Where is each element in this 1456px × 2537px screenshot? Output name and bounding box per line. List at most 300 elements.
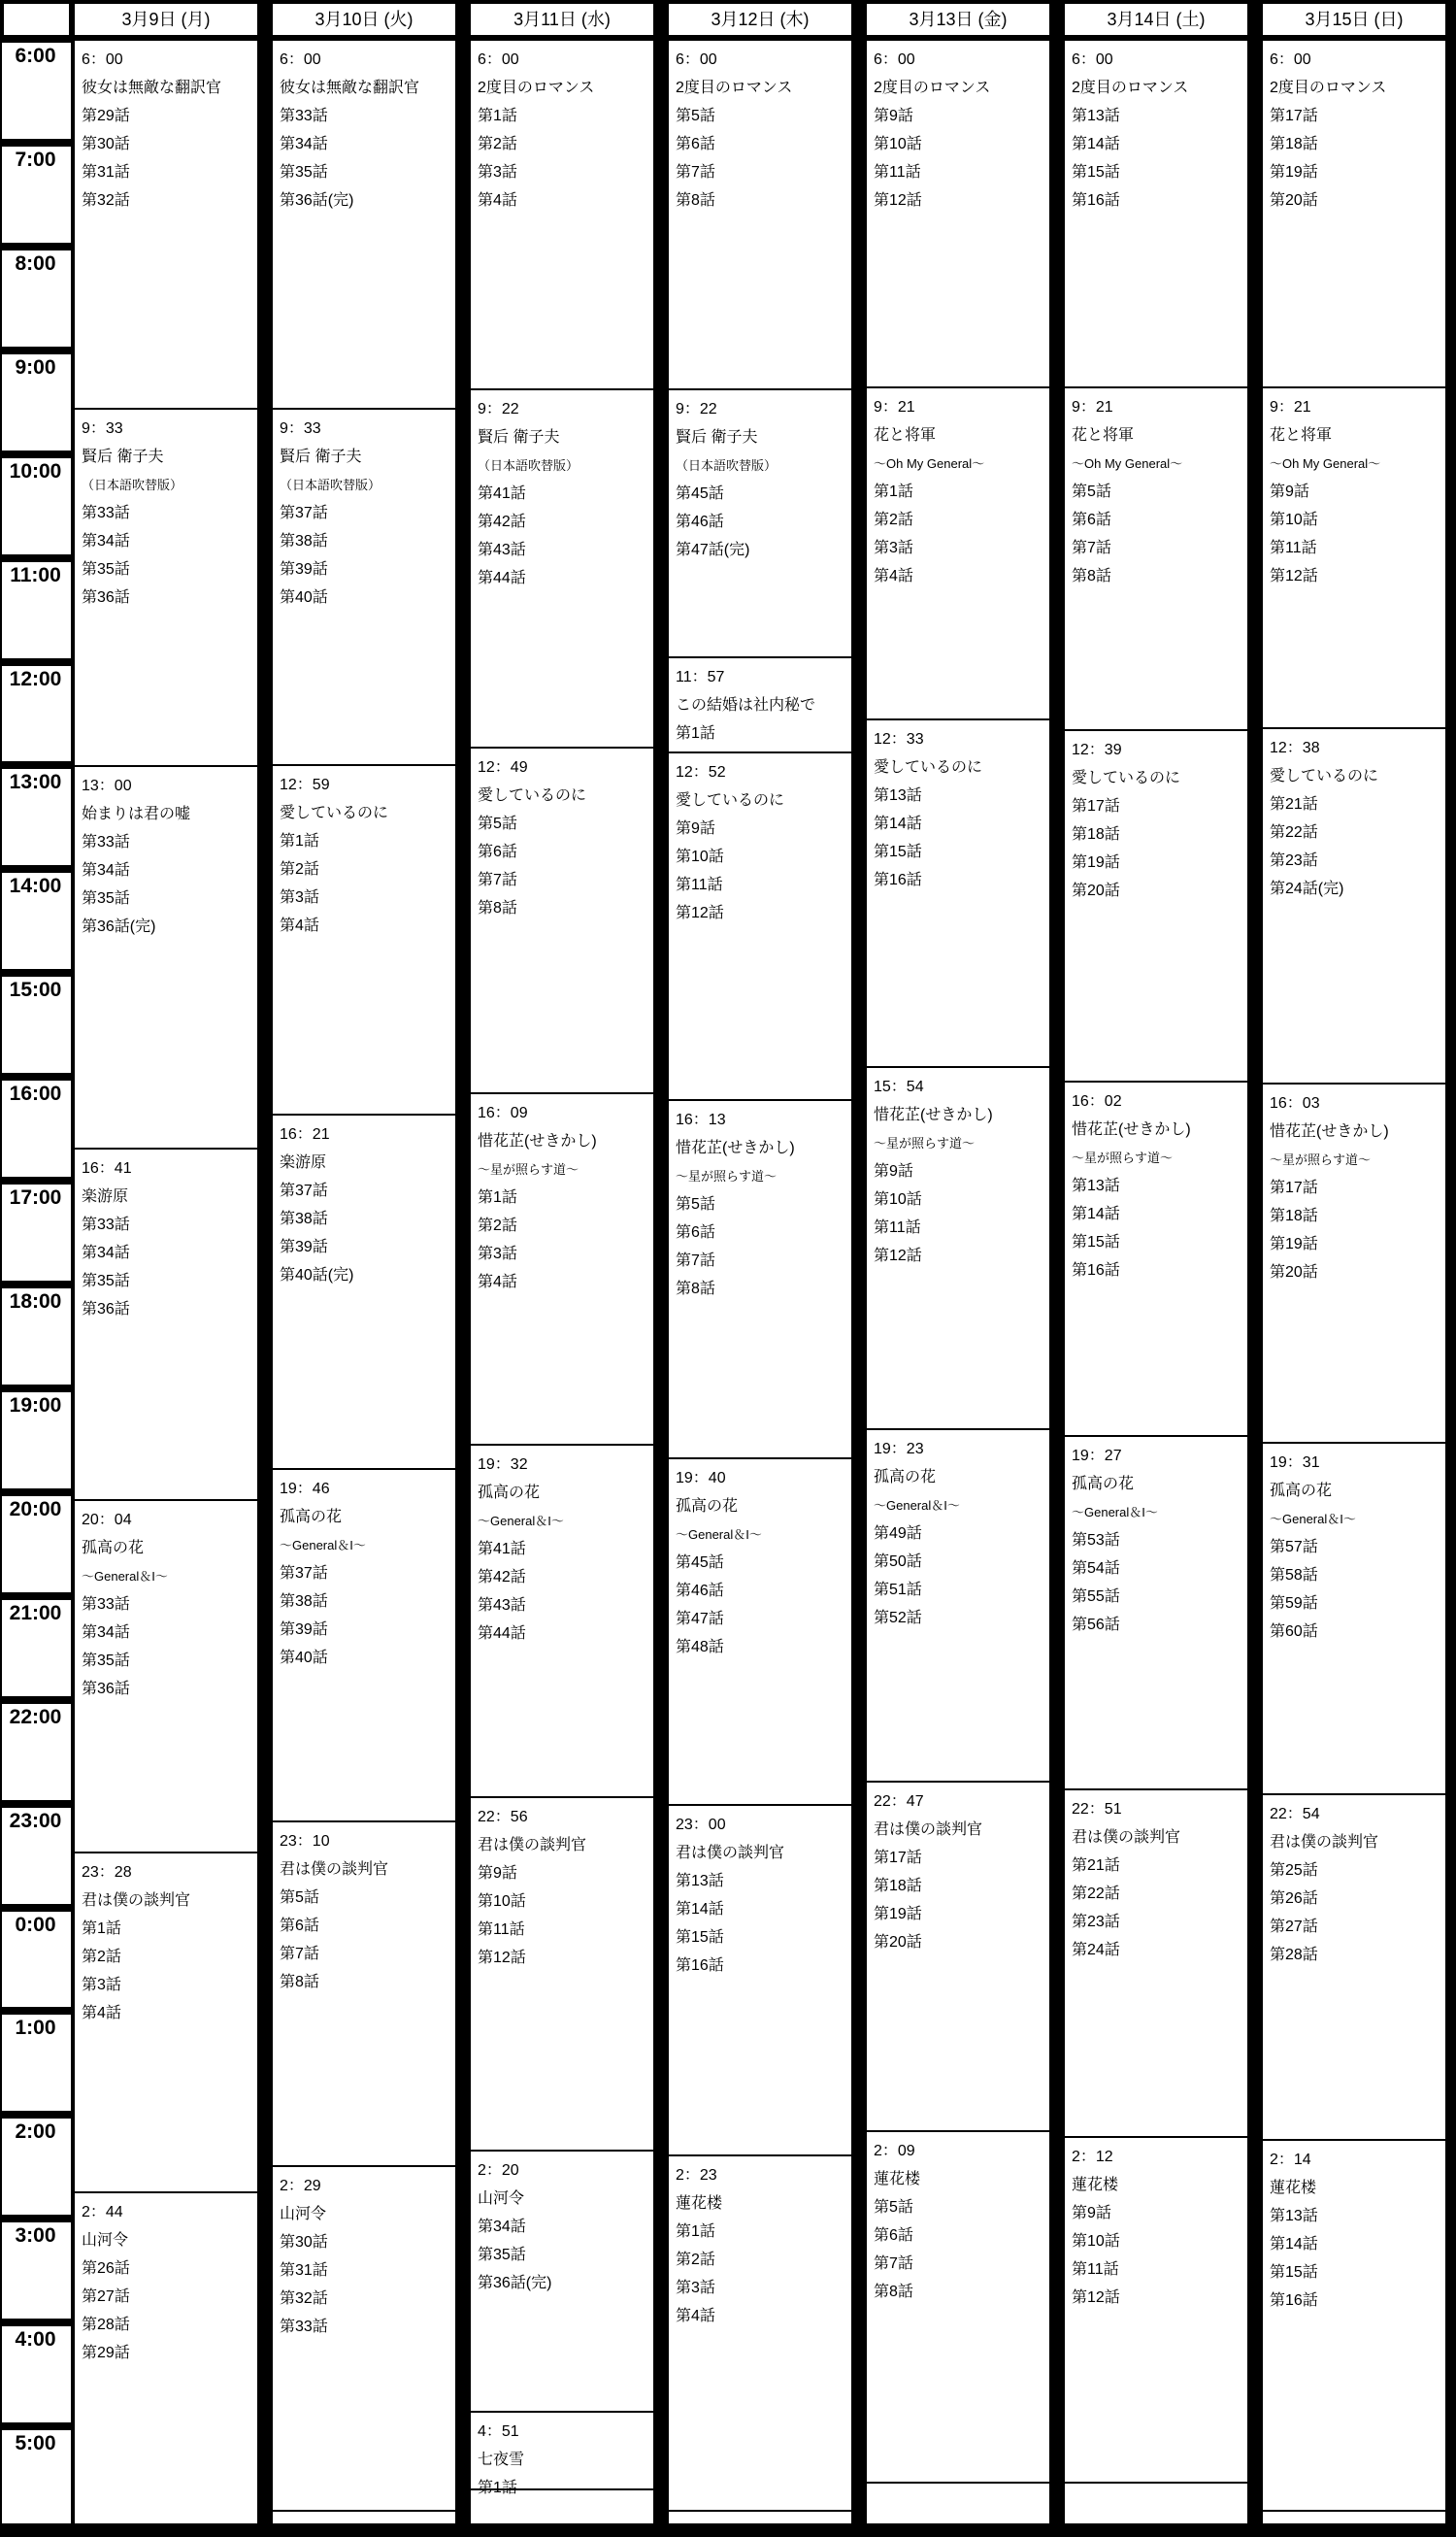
- episode-label: 第15話: [1270, 2264, 1318, 2282]
- hour-tick: [653, 1281, 669, 1288]
- program-subtitle: ～Oh My General～: [874, 456, 985, 472]
- program-subtitle: ～星が照らす道～: [1270, 1152, 1372, 1167]
- episode-label: 第49話: [874, 1524, 922, 1542]
- episode-label: 第19話: [1270, 164, 1318, 181]
- episode-label: 第30話: [280, 2234, 328, 2251]
- program-block: [867, 1428, 1049, 1632]
- episode-label: 第8話: [874, 2284, 913, 2301]
- hour-tick: [257, 451, 273, 458]
- program-title: 花と将軍: [874, 427, 937, 445]
- episode-label: 第3話: [874, 540, 913, 557]
- hour-line: [0, 1800, 75, 1808]
- episode-label: 第20話: [874, 1934, 922, 1952]
- episode-label: 第11話: [676, 877, 723, 894]
- episode-label: 第20話: [1270, 192, 1318, 209]
- hour-tick: [1247, 1281, 1263, 1288]
- program-title: 君は僕の談判官: [1270, 1833, 1379, 1851]
- episode-label: 第19話: [1270, 1235, 1318, 1252]
- program-end-line: [273, 2510, 455, 2512]
- episode-label: 第1話: [280, 832, 319, 850]
- hour-tick: [851, 2111, 867, 2119]
- program-start-time: 9：21: [874, 399, 915, 417]
- hour-tick: [1247, 1904, 1263, 1912]
- episode-label: 第43話: [478, 541, 526, 558]
- day-column-body: [271, 39, 457, 2530]
- episode-label: 第4話: [478, 1274, 517, 1291]
- episode-label: 第16話: [676, 1956, 724, 1974]
- episode-label: 第39話: [280, 1620, 328, 1638]
- program-title: 孤高の花: [1072, 1476, 1135, 1493]
- episode-label: 第36話: [82, 1301, 130, 1319]
- hour-tick: [455, 658, 471, 666]
- episode-label: 第14話: [874, 816, 922, 833]
- program-block: [75, 41, 257, 215]
- hour-tick: [1049, 1177, 1065, 1185]
- hour-tick: [1247, 1800, 1263, 1808]
- hour-tick: [1247, 658, 1263, 666]
- hour-tick: [455, 969, 471, 977]
- episode-label: 第13話: [676, 1872, 724, 1889]
- program-block: [1065, 41, 1247, 215]
- hour-tick: [1247, 865, 1263, 873]
- program-subtitle: ～General＆I～: [874, 1497, 960, 1513]
- program-title: 君は僕の談判官: [280, 1861, 389, 1879]
- program-block: [867, 718, 1049, 894]
- hour-tick: [851, 1488, 867, 1496]
- program-start-time: 13：00: [82, 778, 132, 795]
- hour-tick: [455, 2111, 471, 2119]
- hour-line: [0, 658, 75, 666]
- hour-tick: [1049, 2422, 1065, 2430]
- episode-label: 第3話: [676, 2280, 715, 2297]
- program-block: [669, 388, 851, 564]
- episode-label: 第12話: [874, 192, 922, 209]
- hour-tick: [653, 2111, 669, 2119]
- hour-line: [0, 865, 75, 873]
- program-subtitle: ～General＆I～: [1072, 1505, 1158, 1520]
- hour-label: 20:00: [9, 1497, 62, 1520]
- episode-label: 第5話: [676, 1196, 715, 1214]
- hour-line: [0, 1177, 75, 1185]
- hour-tick: [1049, 347, 1065, 354]
- hour-tick: [455, 2215, 471, 2222]
- hour-tick: [653, 1385, 669, 1392]
- hour-label: 15:00: [9, 979, 62, 1002]
- episode-label: 第24話(完): [1270, 881, 1344, 898]
- day-column: [1063, 0, 1249, 2537]
- hour-line: [0, 1592, 75, 1600]
- hour-tick: [851, 2319, 867, 2326]
- program-start-time: 12：52: [676, 764, 726, 782]
- hour-tick: [653, 761, 669, 769]
- hour-tick: [653, 2422, 669, 2430]
- program-block: [75, 765, 257, 941]
- episode-label: 第1話: [874, 484, 913, 501]
- hour-tick: [1049, 243, 1065, 250]
- episode-label: 第14話: [1270, 2236, 1318, 2253]
- program-title: 愛しているのに: [478, 786, 587, 804]
- program-title: 孤高の花: [874, 1468, 937, 1485]
- episode-label: 第36話: [82, 1680, 130, 1697]
- hour-tick: [851, 1073, 867, 1081]
- program-start-time: 19：40: [676, 1470, 726, 1487]
- hour-tick: [257, 2111, 273, 2119]
- episode-label: 第41話: [478, 484, 526, 502]
- hour-label: 4:00: [15, 2328, 56, 2352]
- program-title: 2度目のロマンス: [1072, 80, 1189, 96]
- hour-tick: [653, 1177, 669, 1185]
- program-start-time: 6：00: [676, 51, 717, 68]
- program-start-time: 12：39: [1072, 741, 1122, 758]
- episode-label: 第8話: [676, 1281, 715, 1298]
- episode-label: 第29話: [82, 2344, 130, 2361]
- hour-tick: [851, 139, 867, 147]
- episode-label: 第10話: [478, 1893, 526, 1911]
- program-title: 賢后 衛子夫: [82, 448, 164, 465]
- episode-label: 第34話: [82, 532, 130, 550]
- episode-label: 第12話: [1270, 568, 1318, 585]
- program-start-time: 2：44: [82, 2203, 123, 2220]
- episode-label: 第15話: [1072, 1233, 1120, 1251]
- episode-label: 第47話: [676, 1611, 724, 1628]
- hour-tick: [653, 1488, 669, 1496]
- hour-tick: [851, 2215, 867, 2222]
- program-title: 孤高の花: [676, 1498, 739, 1516]
- episode-label: 第15話: [874, 844, 922, 861]
- episode-label: 第35話: [82, 1273, 130, 1290]
- hour-tick: [653, 1073, 669, 1081]
- episode-label: 第1話: [676, 2223, 715, 2241]
- program-start-time: 16：03: [1270, 1094, 1320, 1112]
- program-subtitle: ～星が照らす道～: [676, 1169, 778, 1185]
- program-title: 愛しているのに: [1270, 768, 1379, 785]
- hour-tick: [257, 1696, 273, 1704]
- program-block: [273, 764, 455, 940]
- hour-tick: [455, 1281, 471, 1288]
- hour-tick: [1049, 1488, 1065, 1496]
- program-title: 彼女は無敵な翻訳官: [82, 80, 222, 96]
- hour-line: [0, 969, 75, 977]
- episode-label: 第16話: [1072, 1261, 1120, 1279]
- episode-label: 第44話: [478, 569, 526, 586]
- program-end-line: [471, 2488, 653, 2490]
- program-block: [1065, 386, 1247, 590]
- hour-tick: [653, 2215, 669, 2222]
- episode-label: 第18話: [874, 1878, 922, 1895]
- program-block: [867, 41, 1049, 215]
- episode-label: 第45話: [676, 484, 724, 502]
- program-title: 惜花芷(せきかし): [478, 1133, 597, 1151]
- episode-label: 第10話: [1072, 2232, 1120, 2250]
- hour-tick: [257, 2007, 273, 2015]
- episode-label: 第36話(完): [478, 2274, 552, 2291]
- hour-tick: [455, 451, 471, 458]
- hour-tick: [257, 1177, 273, 1185]
- program-start-time: 6：00: [1072, 51, 1113, 68]
- day-header: 3月11日 (水): [469, 2, 655, 37]
- program-end-line: [1065, 2482, 1247, 2484]
- hour-tick: [1049, 554, 1065, 562]
- program-title: 愛しているのに: [676, 792, 785, 810]
- episode-label: 第27話: [1270, 1918, 1318, 1935]
- episode-label: 第9話: [676, 820, 715, 838]
- episode-label: 第3話: [478, 164, 517, 181]
- hour-label: 1:00: [15, 2017, 56, 2040]
- episode-label: 第19話: [1072, 853, 1120, 871]
- episode-label: 第35話: [82, 1652, 130, 1669]
- day-column-body: [1261, 39, 1447, 2530]
- episode-label: 第1話: [478, 108, 517, 124]
- program-subtitle: ～Oh My General～: [1072, 456, 1183, 472]
- hour-tick: [257, 969, 273, 977]
- hour-tick: [257, 1800, 273, 1808]
- episode-label: 第18話: [1270, 136, 1318, 152]
- hour-tick: [257, 2215, 273, 2222]
- episode-label: 第47話(完): [676, 541, 750, 558]
- program-start-time: 9：21: [1270, 399, 1311, 417]
- hour-tick: [653, 2319, 669, 2326]
- hour-tick: [653, 969, 669, 977]
- hour-tick: [257, 1904, 273, 1912]
- episode-label: 第2話: [676, 2252, 715, 2269]
- episode-label: 第9話: [1270, 484, 1309, 501]
- program-end-line: [669, 2510, 851, 2512]
- episode-label: 第21話: [1072, 1856, 1120, 1874]
- episode-label: 第43話: [478, 1596, 526, 1614]
- program-block: [75, 2191, 257, 2367]
- program-start-time: 2：09: [874, 2143, 915, 2160]
- program-title: 2度目のロマンス: [478, 80, 595, 96]
- hour-line: [0, 243, 75, 250]
- hour-tick: [1247, 139, 1263, 147]
- hour-tick: [851, 969, 867, 977]
- hour-tick: [257, 1073, 273, 1081]
- day-column: [865, 0, 1051, 2537]
- episode-label: 第33話: [82, 1217, 130, 1234]
- day-header: 3月15日 (日): [1261, 2, 1447, 37]
- hour-tick: [851, 865, 867, 873]
- hour-line: [0, 347, 75, 354]
- program-block: [867, 1066, 1049, 1270]
- hour-tick: [1049, 1904, 1065, 1912]
- program-start-time: 22：56: [478, 1809, 528, 1826]
- program-block: [471, 1092, 653, 1296]
- hour-tick: [1049, 2007, 1065, 2015]
- episode-label: 第9話: [874, 108, 913, 124]
- hour-tick: [851, 761, 867, 769]
- episode-label: 第35話: [82, 890, 130, 908]
- hour-line: [0, 2319, 75, 2326]
- program-subtitle: ～星が照らす道～: [478, 1162, 579, 1178]
- episode-label: 第33話: [82, 504, 130, 521]
- hour-tick: [1049, 865, 1065, 873]
- hour-line: [0, 1904, 75, 1912]
- hour-tick: [455, 865, 471, 873]
- program-start-time: 19：46: [280, 1480, 330, 1497]
- program-block: [1263, 386, 1445, 590]
- program-title: 賢后 衛子夫: [676, 428, 758, 446]
- hour-tick: [1247, 554, 1263, 562]
- program-start-time: 6：00: [874, 51, 915, 68]
- episode-label: 第12話: [676, 905, 724, 922]
- episode-label: 第1話: [676, 725, 715, 743]
- hour-tick: [1247, 1592, 1263, 1600]
- hour-tick: [257, 761, 273, 769]
- hour-label: 7:00: [15, 148, 56, 171]
- program-title: 2度目のロマンス: [1270, 80, 1387, 96]
- episode-label: 第60話: [1270, 1623, 1318, 1641]
- episode-label: 第28話: [1270, 1946, 1318, 1963]
- program-subtitle: ～星が照らす道～: [1072, 1150, 1174, 1165]
- episode-label: 第5話: [478, 815, 517, 832]
- hour-line: [0, 1696, 75, 1704]
- program-start-time: 16：41: [82, 1160, 132, 1178]
- program-block: [669, 751, 851, 927]
- episode-label: 第13話: [1072, 1177, 1120, 1194]
- program-title: 蓮花楼: [874, 2171, 921, 2188]
- episode-label: 第7話: [280, 1946, 319, 1963]
- program-start-time: 23：28: [82, 1864, 132, 1882]
- hour-tick: [455, 1800, 471, 1808]
- day-header: 3月9日 (月): [73, 2, 259, 37]
- program-block: [75, 1499, 257, 1703]
- hour-tick: [257, 243, 273, 250]
- hour-tick: [257, 1488, 273, 1496]
- hour-tick: [1247, 1488, 1263, 1496]
- program-start-time: 9：22: [478, 400, 519, 417]
- hour-tick: [455, 761, 471, 769]
- episode-label: 第10話: [874, 136, 922, 152]
- episode-label: 第40話: [280, 588, 328, 606]
- hour-tick: [1247, 347, 1263, 354]
- program-subtitle: ～Oh My General～: [1270, 456, 1381, 472]
- episode-label: 第27話: [82, 2287, 130, 2305]
- hour-tick: [653, 554, 669, 562]
- program-block: [669, 2154, 851, 2330]
- program-start-time: 11：57: [676, 669, 725, 686]
- episode-label: 第39話: [280, 560, 328, 578]
- hour-tick: [257, 658, 273, 666]
- episode-label: 第32話: [82, 192, 130, 209]
- day-column: [271, 0, 457, 2537]
- hour-tick: [1247, 2319, 1263, 2326]
- program-subtitle: （日本語吹替版）: [676, 457, 778, 473]
- hour-tick: [257, 865, 273, 873]
- episode-label: 第2話: [280, 860, 319, 878]
- hour-tick: [1049, 1696, 1065, 1704]
- episode-label: 第1話: [82, 1920, 121, 1938]
- episode-label: 第4話: [82, 2005, 121, 2022]
- episode-label: 第17話: [1072, 797, 1120, 815]
- program-title: この結婚は社内秘で: [676, 697, 816, 715]
- episode-label: 第33話: [280, 2319, 328, 2335]
- program-title: 君は僕の談判官: [1072, 1828, 1181, 1846]
- hour-label: 22:00: [9, 1705, 62, 1728]
- hour-label: 14:00: [9, 875, 62, 898]
- program-block: [867, 386, 1049, 590]
- program-block: [273, 1114, 455, 1289]
- episode-label: 第16話: [874, 872, 922, 889]
- hour-tick: [455, 347, 471, 354]
- program-title: 愛しているのに: [874, 759, 983, 777]
- episode-label: 第10話: [676, 849, 724, 866]
- program-block: [1065, 2136, 1247, 2312]
- program-title: 七夜雪: [478, 2452, 525, 2469]
- episode-label: 第17話: [1270, 1179, 1318, 1196]
- hour-label: 10:00: [9, 459, 62, 483]
- program-block: [273, 2165, 455, 2341]
- program-block: [1263, 41, 1445, 215]
- corner-cell: [2, 2, 71, 37]
- program-subtitle: （日本語吹替版）: [280, 477, 381, 492]
- episode-label: 第41話: [478, 1540, 526, 1557]
- episode-label: 第46話: [676, 1583, 724, 1600]
- episode-label: 第45話: [676, 1554, 724, 1572]
- episode-label: 第37話: [280, 504, 328, 521]
- program-start-time: 2：12: [1072, 2148, 1113, 2165]
- episode-label: 第18話: [1270, 1207, 1318, 1224]
- hour-tick: [257, 2319, 273, 2326]
- hour-label: 17:00: [9, 1186, 62, 1210]
- episode-label: 第34話: [280, 136, 328, 152]
- hour-tick: [1247, 1177, 1263, 1185]
- episode-label: 第48話: [676, 1639, 724, 1656]
- hour-tick: [653, 865, 669, 873]
- episode-label: 第50話: [874, 1552, 922, 1570]
- program-title: 孤高の花: [82, 1539, 145, 1556]
- episode-label: 第4話: [874, 568, 913, 585]
- hour-tick: [455, 1696, 471, 1704]
- hour-line: [0, 2111, 75, 2119]
- hour-line: [0, 451, 75, 458]
- day-column-body: [469, 39, 655, 2530]
- hour-tick: [1049, 1592, 1065, 1600]
- episode-label: 第37話: [280, 1182, 328, 1199]
- day-column: [469, 0, 655, 2537]
- program-title: 2度目のロマンス: [676, 80, 793, 96]
- hour-tick: [851, 1385, 867, 1392]
- episode-label: 第7話: [478, 871, 517, 888]
- program-start-time: 19：27: [1072, 1448, 1122, 1465]
- program-title: 孤高の花: [280, 1508, 343, 1525]
- program-title: 賢后 衛子夫: [478, 428, 560, 446]
- program-block: [471, 1444, 653, 1648]
- program-subtitle: ～General＆I～: [1270, 1512, 1356, 1527]
- hour-tick: [1247, 2422, 1263, 2430]
- hour-tick: [851, 1177, 867, 1185]
- hour-tick: [653, 1592, 669, 1600]
- program-block: [273, 41, 455, 215]
- program-end-line: [1263, 2510, 1445, 2512]
- hour-tick: [1247, 761, 1263, 769]
- program-title: 愛しているのに: [280, 804, 389, 821]
- episode-label: 第29話: [82, 108, 130, 124]
- program-title: 君は僕の談判官: [478, 1837, 587, 1854]
- episode-label: 第2話: [478, 1218, 517, 1235]
- program-start-time: 12：38: [1270, 740, 1320, 757]
- hour-tick: [455, 2007, 471, 2015]
- hour-label: 6:00: [15, 45, 56, 67]
- day-header: 3月10日 (火): [271, 2, 457, 37]
- program-start-time: 15：54: [874, 1079, 924, 1096]
- episode-label: 第30話: [82, 136, 130, 152]
- hour-tick: [257, 2422, 273, 2430]
- program-start-time: 16：13: [676, 1112, 726, 1129]
- episode-label: 第4話: [676, 2308, 715, 2325]
- episode-label: 第40話: [280, 1649, 328, 1666]
- hour-label: 8:00: [15, 251, 56, 275]
- episode-label: 第53話: [1072, 1532, 1120, 1550]
